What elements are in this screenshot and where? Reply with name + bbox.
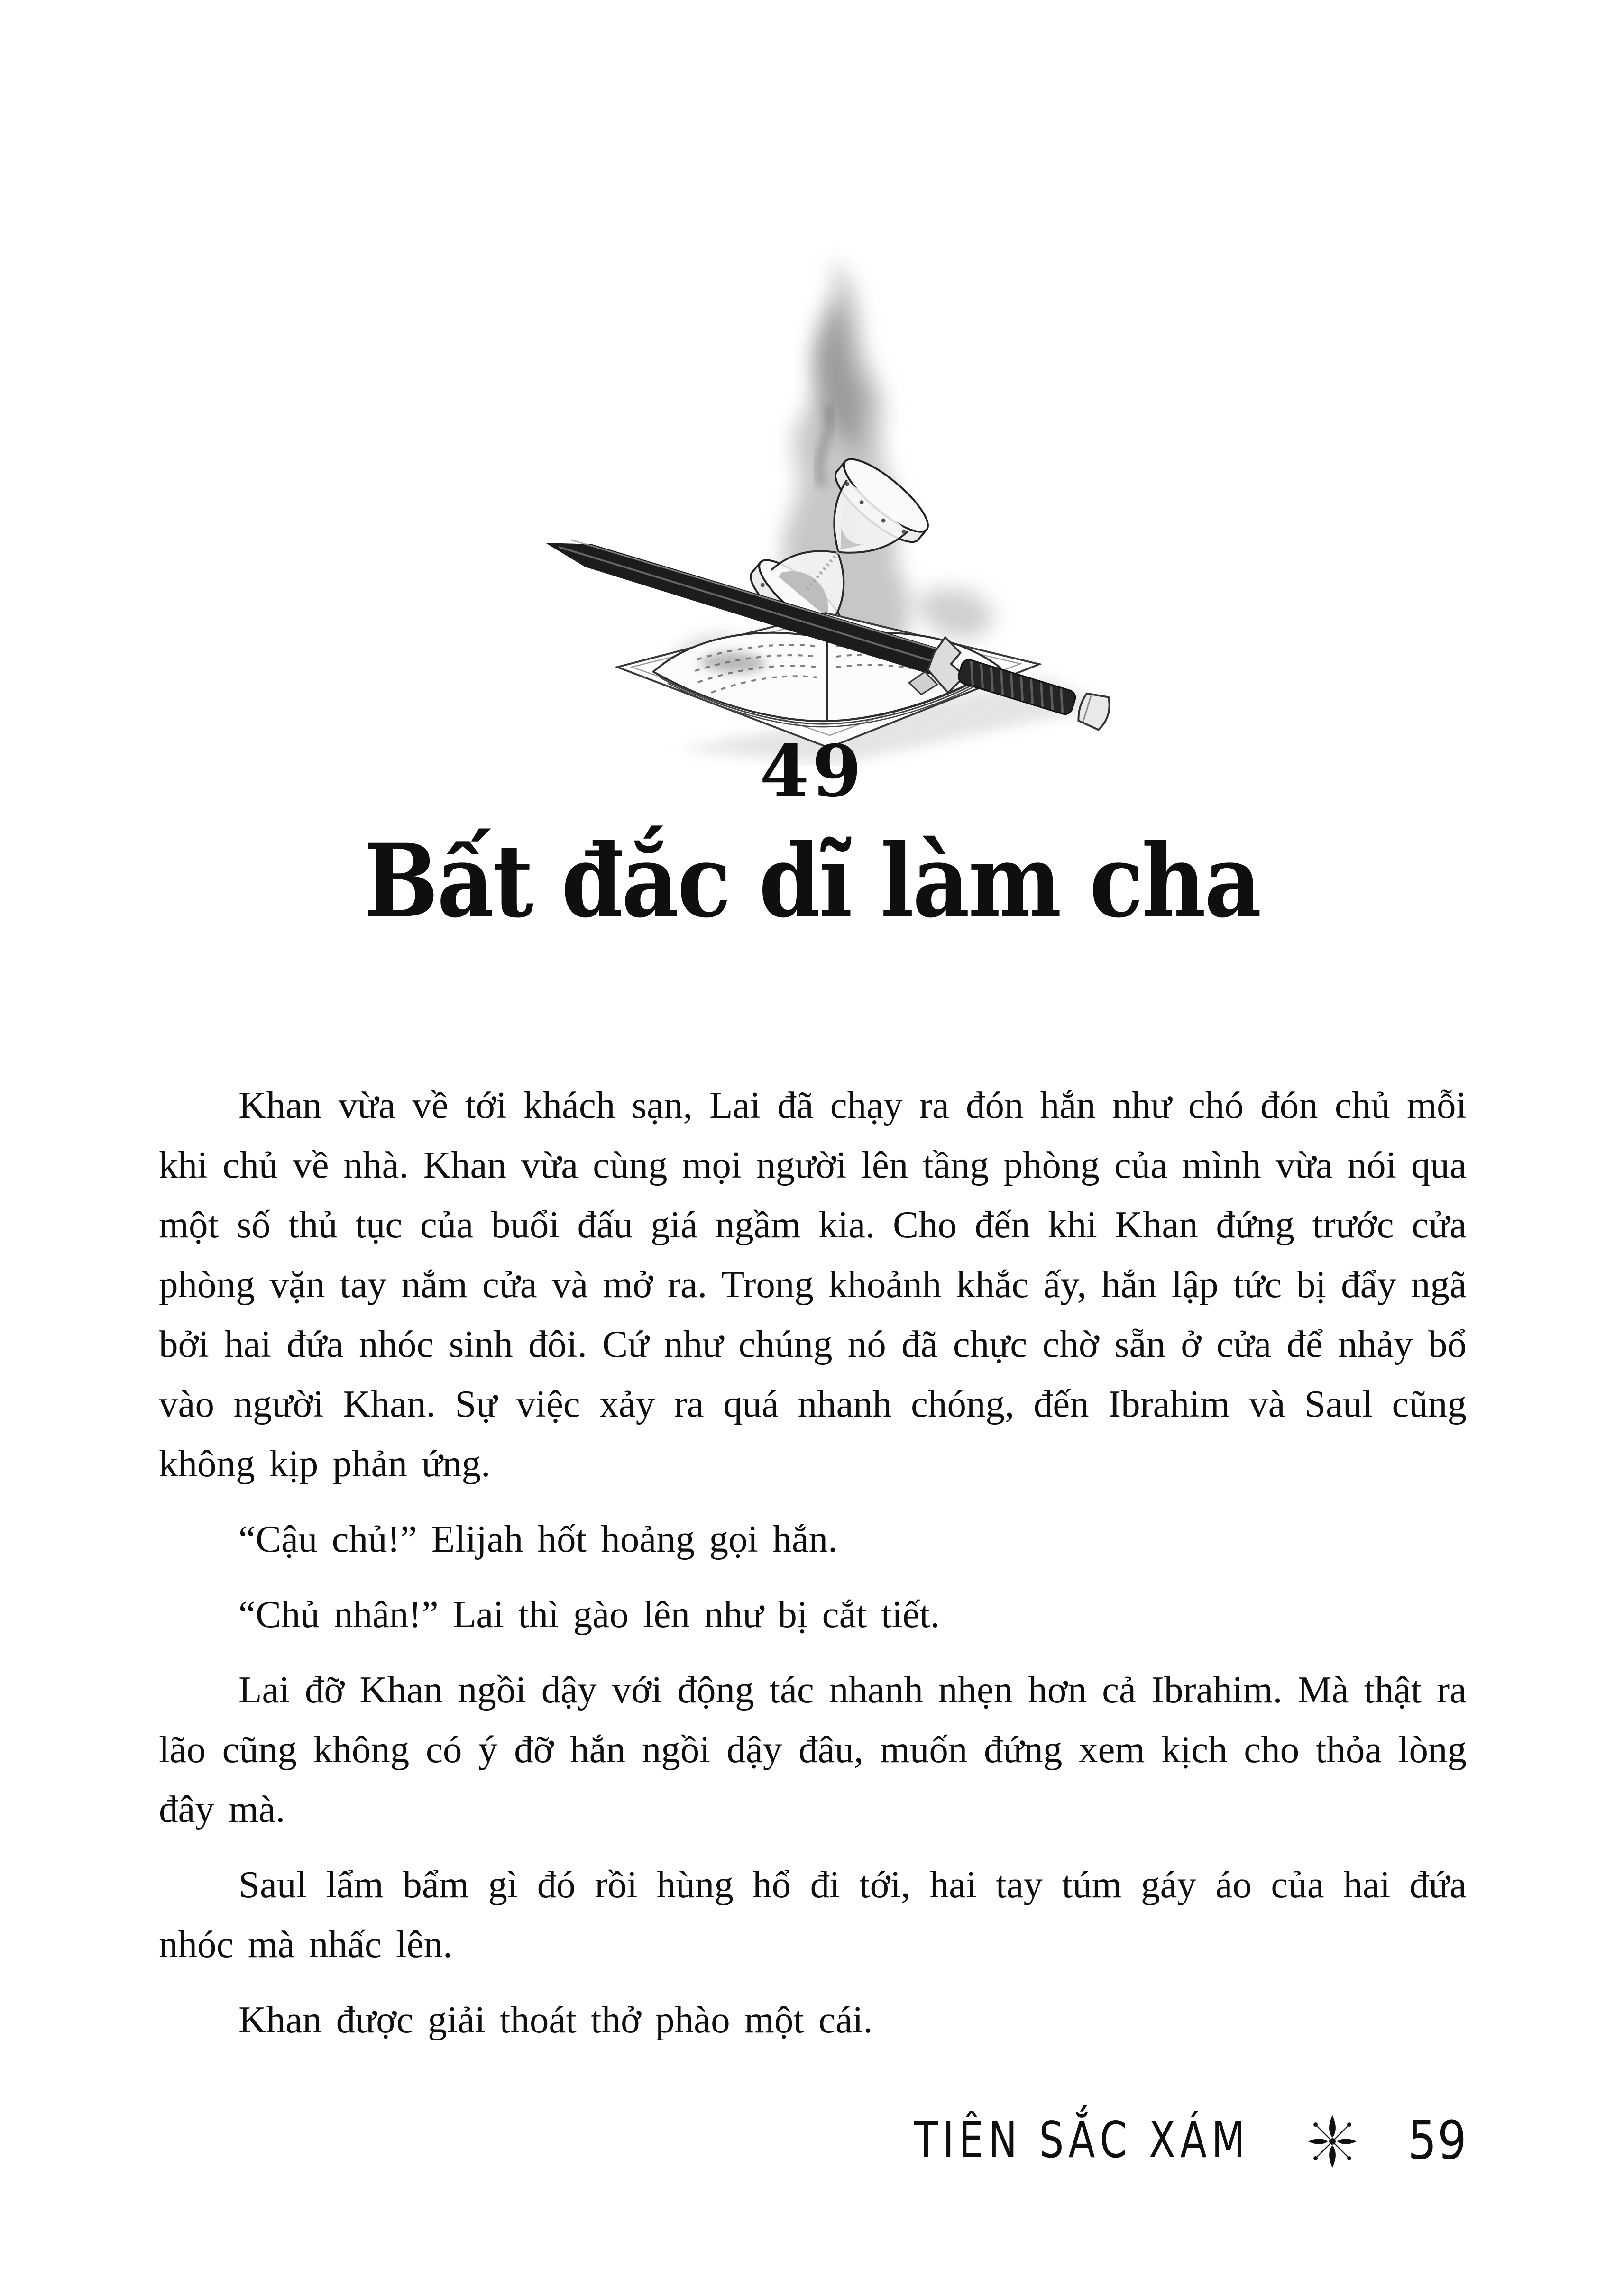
- page-footer: [914, 2110, 1468, 2172]
- chapter-title: Bất đắc dĩ làm cha: [364, 821, 1260, 940]
- paragraph: Khan được giải thoát thở phào một cái.: [239, 1998, 873, 2041]
- burning-book-illustration: [474, 239, 1152, 766]
- chapter-illustration: [474, 239, 1152, 766]
- body-text: [159, 1075, 1467, 2065]
- paragraph: Lai đỡ Khan ngồi dậy với động tác nhanh nhẹn hơn cả Ibrahim. Mà thật ra lão cũng không có ý đỡ hắn ngồi dậy đâu, muốn đứng xem kịch cho thỏa lòng đây mà.: [159, 1668, 1467, 1830]
- footer-ornament-icon: [1304, 2113, 1360, 2169]
- paragraph: Khan vừa về tới khách sạn, Lai đã chạy ra đón hắn như chó đón chủ mỗi khi chủ về nhà. Khan vừa cùng mọi người lên tầng phòng của mình vừa nói qua một số thủ tục của buổi đấu giá ngầm kia. Cho đến khi Khan đứng trước cửa phòng vặn tay nắm cửa và mở ra. Trong khoảnh khắc ấy, hắn lập tức bị đẩy ngã bởi hai đứa nhóc sinh đôi. Cứ như chúng nó đã chực chờ sẵn ở cửa để nhảy bổ vào người Khan. Sự việc xảy ra quá nhanh chóng, đến Ibrahim và Saul cũng không kịp phản ứng.: [159, 1084, 1467, 1485]
- page-number: 59: [1407, 2110, 1468, 2172]
- chapter-number: 49: [760, 730, 864, 813]
- paragraph: “Chủ nhân!” Lai thì gào lên như bị cắt tiết.: [239, 1593, 940, 1636]
- paragraph: Saul lẩm bẩm gì đó rồi hùng hổ đi tới, hai tay túm gáy áo của hai đứa nhóc mà nhấc lên.: [159, 1863, 1467, 1966]
- paragraph: “Cậu chủ!” Elijah hốt hoảng gọi hắn.: [239, 1518, 838, 1560]
- book-title: TIÊN SẮC XÁM: [914, 2111, 1250, 2169]
